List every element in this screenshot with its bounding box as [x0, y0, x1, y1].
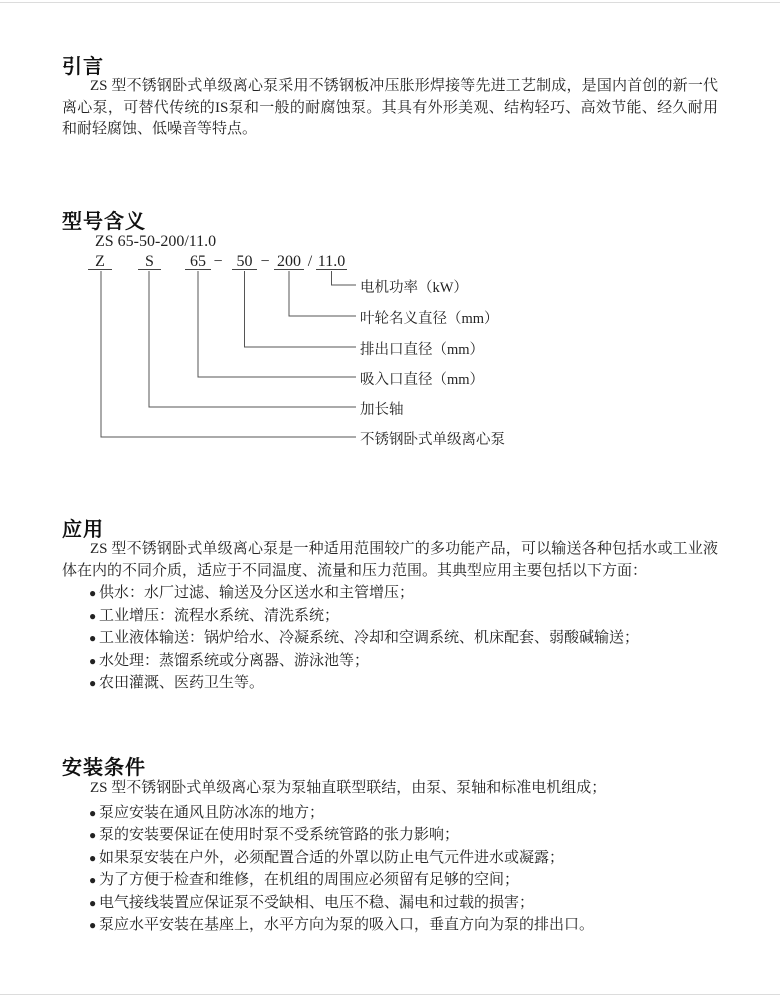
- model-token-50: 50: [232, 253, 257, 270]
- model-label-extended-shaft: 加长轴: [360, 402, 404, 418]
- model-separator-dash-1: −: [213, 253, 223, 270]
- section-heading-model-meaning: 型号含义: [62, 211, 146, 233]
- introduction-paragraph: ZS 型不锈钢卧式单级离心泵采用不锈钢板冲压胀形焊接等先进工艺制成，是国内首创的新一代离心泵，可替代传统的IS泵和一般的耐腐蚀泵。其具有外形美观、结构轻巧、高效节能、经久耐用和耐轻腐蚀、低噪音等特点。: [62, 78, 718, 137]
- model-token-200: 200: [274, 253, 304, 270]
- list-item-text: 为了方便于检查和维修，在机组的周围应必须留有足够的空间；: [99, 872, 520, 889]
- list-item: [62, 802, 722, 824]
- bullet-icon: ●: [89, 631, 97, 645]
- list-item-text: 供水：水厂过滤、输送及分区送水和主管增压；: [99, 585, 415, 601]
- list-item: [62, 892, 722, 914]
- model-designation-diagram: [0, 232, 780, 447]
- page-bottom-rule: [0, 994, 780, 995]
- list-item: [62, 672, 722, 695]
- bullet-icon: ●: [89, 806, 97, 820]
- bullet-icon: ●: [89, 828, 97, 843]
- model-label-pump-type: 不锈钢卧式单级离心泵: [360, 432, 505, 448]
- list-item-text: 泵应水平安装在基座上，水平方向为泵的吸入口，垂直方向为泵的排出口。: [99, 917, 595, 934]
- model-token-11-0: 11.0: [317, 253, 346, 270]
- application-paragraph: ZS 型不锈钢卧式单级离心泵是一种适用范围较广的多功能产品，可以输送各种包括水或工业液体在内的不同介质，适应于不同温度、流量和压力范围。其典型应用主要包括以下方面：: [62, 541, 718, 579]
- list-item-text: 水处理：蒸馏系统或分离器、游泳池等；: [99, 652, 370, 669]
- list-item-text: 工业液体输送：锅炉给水、冷凝系统、冷却和空调系统、机床配套、弱酸碱输送；: [99, 630, 640, 646]
- model-label-inlet-diameter: 吸入口直径（mm）: [360, 372, 485, 388]
- model-code: ZS 65-50-200/11.0: [95, 233, 217, 250]
- model-token-s: S: [138, 253, 161, 270]
- model-token-65: 65: [185, 253, 211, 270]
- list-item: [62, 627, 722, 650]
- section-heading-introduction: 引言: [62, 56, 104, 78]
- application-bullet-list: [62, 582, 722, 695]
- bullet-icon: ●: [89, 873, 97, 888]
- list-item-text: 泵应安装在通风且防冰冻的地方；: [99, 805, 325, 821]
- list-item: [62, 914, 722, 936]
- bullet-icon: ●: [89, 653, 97, 668]
- installation-bullet-list: [62, 802, 722, 936]
- bullet-icon: ●: [89, 586, 97, 600]
- list-item: [62, 847, 722, 869]
- list-item-text: 农田灌溉、医药卫生等。: [99, 675, 265, 691]
- list-item: [62, 582, 722, 605]
- bullet-icon: ●: [89, 850, 97, 865]
- model-label-outlet-diameter: 排出口直径（mm）: [360, 342, 485, 358]
- list-item-text: 泵的安装要保证在使用时泵不受系统管路的张力影响；: [99, 827, 460, 844]
- model-label-motor-power: 电机功率（kW）: [360, 280, 468, 296]
- bullet-icon: ●: [89, 676, 97, 690]
- list-item-text: 如果泵安装在户外，必须配置合适的外罩以防止电气元件进水或凝露；: [99, 849, 565, 866]
- bullet-icon: ●: [89, 608, 97, 623]
- bullet-icon: ●: [89, 895, 97, 910]
- list-item: [62, 650, 722, 673]
- bullet-icon: ●: [89, 918, 97, 933]
- section-heading-application: 应用: [62, 519, 104, 541]
- page-top-rule: [0, 2, 780, 3]
- model-label-impeller-diameter: 叶轮名义直径（mm）: [360, 311, 499, 327]
- list-item: [62, 824, 722, 846]
- list-item: [62, 605, 722, 628]
- model-separator-slash: /: [307, 253, 313, 270]
- model-separator-dash-2: −: [260, 253, 270, 270]
- list-item: [62, 869, 722, 891]
- section-heading-installation: 安装条件: [62, 757, 146, 779]
- model-token-z: Z: [88, 253, 112, 270]
- list-item-text: 工业增压：流程水系统、清洗系统；: [99, 607, 340, 624]
- installation-paragraph: ZS 型不锈钢卧式单级离心泵为泵轴直联型联结，由泵、泵轴和标准电机组成；: [90, 780, 607, 796]
- list-item-text: 电气接线装置应保证泵不受缺相、电压不稳、漏电和过载的损害；: [99, 894, 535, 911]
